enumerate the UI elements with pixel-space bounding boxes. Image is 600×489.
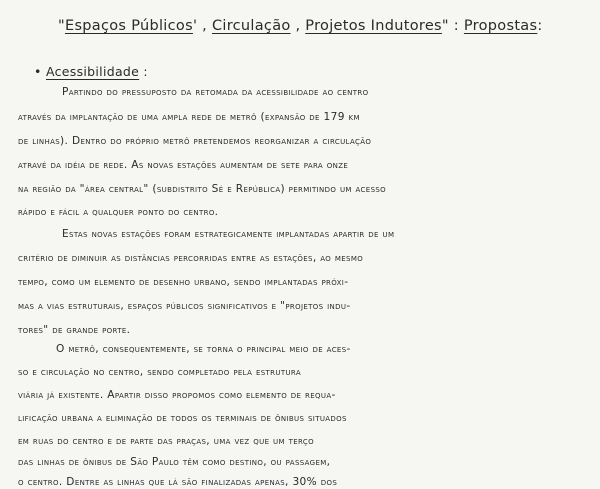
- text-line: O metrô, consequentemente, se torna o principal meio de aces-: [56, 343, 351, 355]
- title-trailing-colon: :: [537, 18, 543, 34]
- text-line: de linhas). Dentro do próprio metrô pretendemos reorganizar a circulação: [18, 135, 372, 147]
- bullet-icon: •: [34, 64, 42, 79]
- title-part-propostas: Propostas: [463, 18, 538, 34]
- text-line: tempo, como um elemento de desenho urbano, sendo implantadas próxi-: [18, 276, 349, 288]
- text-line: na região da "área central" (subdistrito Sé e República) permitindo um acesso: [18, 183, 387, 195]
- section-label: Acessibilidade: [45, 64, 140, 79]
- text-line: o centro. Dentre as linhas que lá são finalizadas apenas, 30% dos: [18, 476, 338, 488]
- text-line: Estas novas estações foram estrategicamente implantadas apartir de um: [62, 228, 395, 240]
- title-separator-2: ,: [290, 18, 306, 34]
- text-line: mas a vias estruturais, espaços públicos significativos e "projetos indu-: [18, 300, 351, 312]
- text-line: através da implantação de uma ampla rede de metrô (expansão de 179 km: [18, 111, 360, 123]
- text-line: atravé da idéia de rede. As novas estações aumentam de sete para onze: [18, 159, 349, 171]
- text-line: das linhas de ônibus de São Paulo têm como destino, ou passagem,: [18, 456, 331, 468]
- text-line: rápido e fácil a qualquer ponto do centro.: [18, 206, 219, 218]
- text-line: lificação urbana a eliminação de todos os terminais de ônibus situados: [18, 412, 347, 424]
- text-line: Partindo do pressuposto da retomada da acessibilidade ao centro: [62, 86, 369, 98]
- title-part-circulacao: Circulação: [211, 18, 291, 34]
- title-part-projetos: Projetos Indutores: [305, 18, 442, 34]
- section-colon: :: [139, 64, 148, 79]
- text-line: viária já existente. Apartir disso propomos como elemento de requa-: [18, 389, 336, 401]
- text-line: em ruas do centro e de parte das praças, uma vez que um terço: [18, 435, 314, 447]
- title-part-espacos: Espaços Públicos: [64, 18, 193, 34]
- title-separator-1: ' ,: [192, 18, 212, 34]
- text-line: so e circulação no centro, sendo completado pela estrutura: [18, 366, 301, 378]
- text-line: tores" de grande porte.: [18, 324, 131, 336]
- text-line: critério de diminuir as distâncias percorridas entre as estações, ao mesmo: [18, 252, 364, 264]
- title-open-quote: ": [58, 18, 65, 34]
- title-separator-3: " :: [441, 18, 464, 34]
